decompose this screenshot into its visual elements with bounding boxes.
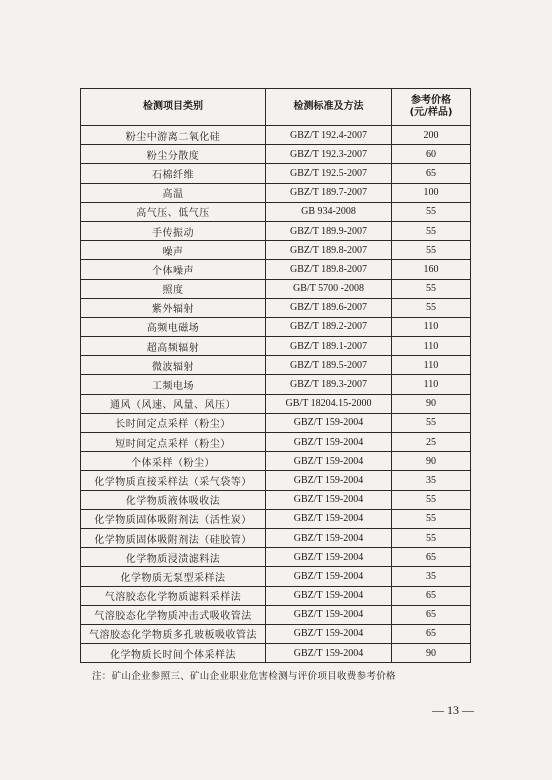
- cell-price: 65: [392, 605, 471, 624]
- cell-standard: GBZ/T 159-2004: [266, 509, 392, 528]
- cell-price: 55: [392, 221, 471, 240]
- cell-standard: GBZ/T 189.9-2007: [266, 221, 392, 240]
- cell-item: 化学物质浸渍滤料法: [81, 548, 266, 567]
- table-row: [81, 509, 471, 528]
- cell-item: 气溶胶态化学物质滤料采样法: [81, 586, 266, 605]
- table-row: [81, 567, 471, 586]
- table-row: [81, 145, 471, 164]
- cell-price: 55: [392, 202, 471, 221]
- cell-standard: GBZ/T 159-2004: [266, 605, 392, 624]
- table-row: [81, 624, 471, 643]
- table-row: [81, 241, 471, 260]
- cell-standard: GBZ/T 159-2004: [266, 471, 392, 490]
- table-row: [81, 221, 471, 240]
- cell-item: 化学物质长时间个体采样法: [81, 644, 266, 663]
- table-row: [81, 202, 471, 221]
- cell-standard: GB/T 5700 -2008: [266, 279, 392, 298]
- cell-standard: GB 934-2008: [266, 202, 392, 221]
- table-row: [81, 317, 471, 336]
- fee-table: [80, 88, 471, 663]
- cell-item: 工频电场: [81, 375, 266, 394]
- cell-standard: GBZ/T 192.5-2007: [266, 164, 392, 183]
- header-price: [392, 89, 471, 126]
- cell-price: 110: [392, 375, 471, 394]
- cell-item: 粉尘中游离二氧化硅: [81, 126, 266, 145]
- table-row: [81, 471, 471, 490]
- cell-price: 110: [392, 337, 471, 356]
- cell-standard: GBZ/T 189.2-2007: [266, 317, 392, 336]
- cell-price: 35: [392, 567, 471, 586]
- cell-price: 90: [392, 452, 471, 471]
- cell-item: 粉尘分散度: [81, 145, 266, 164]
- cell-standard: GBZ/T 159-2004: [266, 413, 392, 432]
- cell-standard: GBZ/T 159-2004: [266, 644, 392, 663]
- cell-price: 90: [392, 644, 471, 663]
- table-row: [81, 528, 471, 547]
- cell-price: 55: [392, 413, 471, 432]
- cell-item: 超高频辐射: [81, 337, 266, 356]
- cell-item: 石棉纤维: [81, 164, 266, 183]
- cell-standard: GBZ/T 159-2004: [266, 548, 392, 567]
- table-row: [81, 394, 471, 413]
- cell-price: 55: [392, 241, 471, 260]
- cell-item: 紫外辐射: [81, 298, 266, 317]
- cell-price: 65: [392, 548, 471, 567]
- cell-item: 气溶胶态化学物质多孔玻板吸收管法: [81, 624, 266, 643]
- cell-price: 65: [392, 624, 471, 643]
- cell-standard: GBZ/T 159-2004: [266, 452, 392, 471]
- footnote: 注：矿山企业参照三、矿山企业职业危害检测与评价项目收费参考价格: [92, 671, 396, 682]
- cell-item: 高温: [81, 183, 266, 202]
- cell-item: 照度: [81, 279, 266, 298]
- cell-price: 200: [392, 126, 471, 145]
- table-header-row: [81, 89, 471, 126]
- header-price-line2: (元/样品): [409, 107, 453, 118]
- cell-standard: GBZ/T 189.8-2007: [266, 241, 392, 260]
- cell-price: 65: [392, 586, 471, 605]
- page-number: — 13 —: [432, 703, 474, 717]
- table-row: [81, 375, 471, 394]
- header-item: 检测项目类别: [81, 89, 266, 126]
- table-row: [81, 644, 471, 663]
- cell-standard: GBZ/T 189.8-2007: [266, 260, 392, 279]
- cell-item: 长时间定点采样（粉尘）: [81, 413, 266, 432]
- cell-item: 个体噪声: [81, 260, 266, 279]
- table-row: [81, 433, 471, 452]
- table-body: [81, 126, 471, 663]
- cell-price: 110: [392, 356, 471, 375]
- cell-item: 高气压、低气压: [81, 202, 266, 221]
- cell-standard: GB/T 18204.15-2000: [266, 394, 392, 413]
- table-row: [81, 548, 471, 567]
- table-row: [81, 126, 471, 145]
- cell-standard: GBZ/T 189.6-2007: [266, 298, 392, 317]
- cell-item: 化学物质液体吸收法: [81, 490, 266, 509]
- header-price-line1: 参考价格: [411, 95, 451, 106]
- cell-item: 微波辐射: [81, 356, 266, 375]
- cell-item: 通风（风速、风量、风压）: [81, 394, 266, 413]
- cell-item: 化学物质固体吸附剂法（硅胶管）: [81, 528, 266, 547]
- cell-item: 化学物质无泵型采样法: [81, 567, 266, 586]
- cell-standard: GBZ/T 159-2004: [266, 586, 392, 605]
- cell-price: 65: [392, 164, 471, 183]
- cell-standard: GBZ/T 192.3-2007: [266, 145, 392, 164]
- cell-price: 110: [392, 317, 471, 336]
- cell-standard: GBZ/T 192.4-2007: [266, 126, 392, 145]
- cell-item: 噪声: [81, 241, 266, 260]
- cell-standard: GBZ/T 159-2004: [266, 624, 392, 643]
- cell-standard: GBZ/T 159-2004: [266, 433, 392, 452]
- cell-item: 化学物质直接采样法（采气袋等）: [81, 471, 266, 490]
- table-row: [81, 356, 471, 375]
- table-row: [81, 337, 471, 356]
- header-standard: 检测标准及方法: [266, 89, 392, 126]
- table-row: [81, 183, 471, 202]
- table-row: [81, 586, 471, 605]
- table-row: [81, 452, 471, 471]
- cell-item: 手传振动: [81, 221, 266, 240]
- cell-standard: GBZ/T 189.5-2007: [266, 356, 392, 375]
- cell-standard: GBZ/T 189.3-2007: [266, 375, 392, 394]
- table-row: [81, 490, 471, 509]
- cell-price: 25: [392, 433, 471, 452]
- cell-item: 个体采样（粉尘）: [81, 452, 266, 471]
- cell-standard: GBZ/T 159-2004: [266, 490, 392, 509]
- cell-standard: GBZ/T 159-2004: [266, 567, 392, 586]
- cell-price: 55: [392, 279, 471, 298]
- table-row: [81, 279, 471, 298]
- cell-price: 35: [392, 471, 471, 490]
- cell-price: 90: [392, 394, 471, 413]
- table-row: [81, 164, 471, 183]
- table-row: [81, 298, 471, 317]
- cell-price: 55: [392, 509, 471, 528]
- cell-standard: GBZ/T 189.1-2007: [266, 337, 392, 356]
- cell-standard: GBZ/T 159-2004: [266, 528, 392, 547]
- cell-item: 短时间定点采样（粉尘）: [81, 433, 266, 452]
- cell-price: 160: [392, 260, 471, 279]
- cell-price: 55: [392, 298, 471, 317]
- cell-price: 55: [392, 528, 471, 547]
- cell-item: 化学物质固体吸附剂法（活性炭）: [81, 509, 266, 528]
- table-row: [81, 413, 471, 432]
- cell-price: 55: [392, 490, 471, 509]
- cell-price: 100: [392, 183, 471, 202]
- cell-standard: GBZ/T 189.7-2007: [266, 183, 392, 202]
- cell-item: 气溶胶态化学物质冲击式吸收管法: [81, 605, 266, 624]
- table-row: [81, 605, 471, 624]
- cell-item: 高频电磁场: [81, 317, 266, 336]
- table-row: [81, 260, 471, 279]
- cell-price: 60: [392, 145, 471, 164]
